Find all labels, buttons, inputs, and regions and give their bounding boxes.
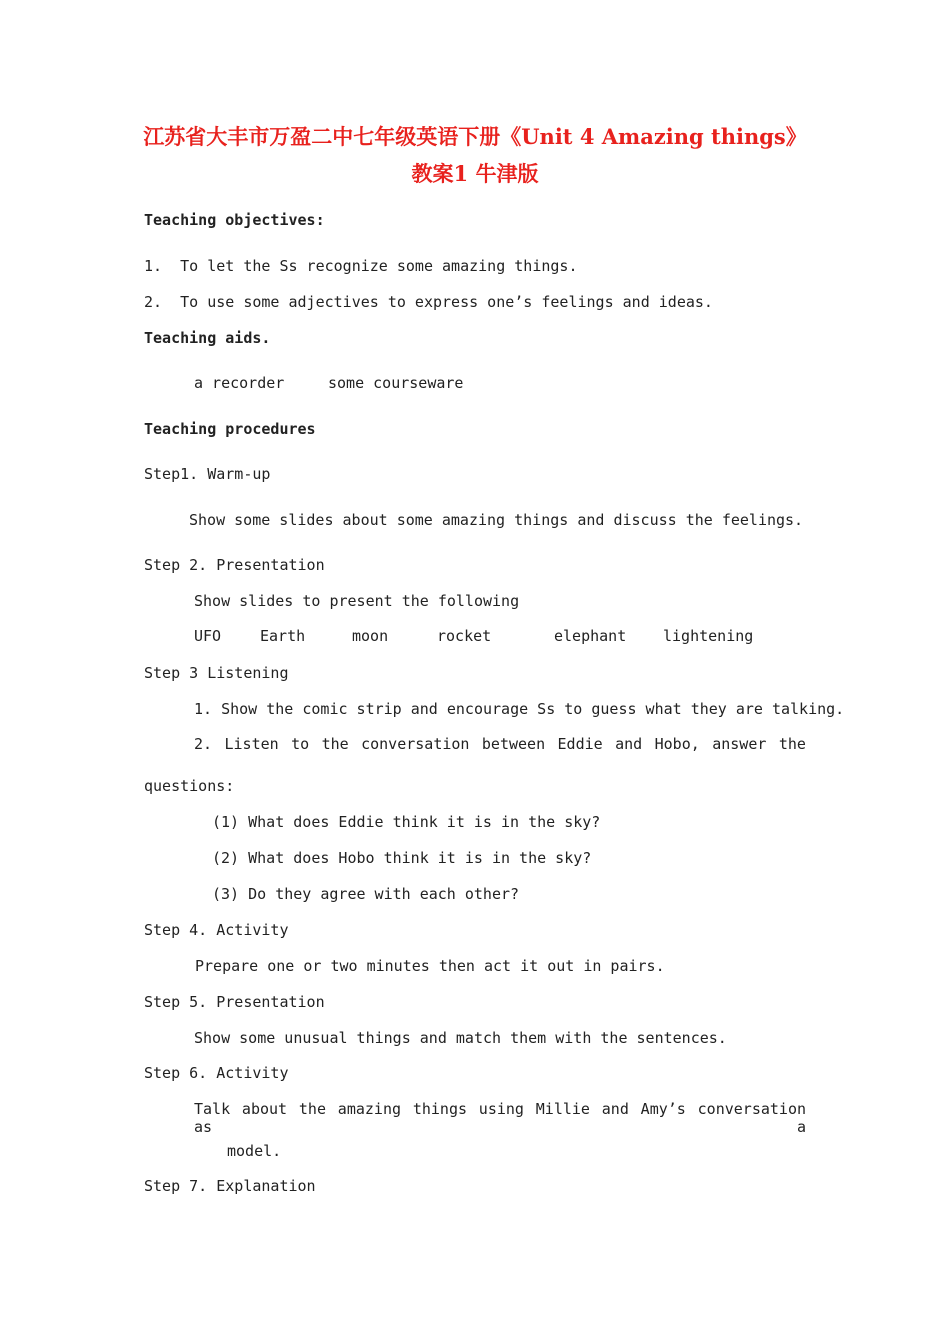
step-5-title: Step 5. Presentation (144, 993, 325, 1011)
vocabulary-word: lightening (663, 627, 754, 645)
word: and (615, 735, 643, 753)
step-4-title: Step 4. Activity (144, 921, 289, 939)
word: answer (712, 735, 767, 753)
word: to (291, 735, 310, 753)
step-6-title: Step 6. Activity (144, 1064, 289, 1082)
question-1: (1) What does Eddie think it is in the sky? (212, 813, 601, 831)
word: Listen (224, 735, 279, 753)
word: between (481, 735, 546, 753)
objective-item-1: 1. To let the Ss recognize some amazing things. (144, 257, 578, 275)
step-2-text: Show slides to present the following (194, 592, 520, 610)
objective-item-2: 2. To use some adjectives to express one’s feelings and ideas. (144, 293, 713, 311)
procedures-heading: Teaching procedures (144, 420, 316, 438)
aid-item: some courseware (328, 374, 464, 392)
word: conversation (361, 735, 470, 753)
vocabulary-word: Earth (260, 627, 306, 645)
question-3: (3) Do they agree with each other? (212, 885, 520, 903)
question-2: (2) What does Hobo think it is in the sky? (212, 849, 592, 867)
step-3-title: Step 3 Listening (144, 664, 289, 682)
vocabulary-word: moon (352, 627, 389, 645)
step-3-item-1: 1. Show the comic strip and encourage Ss to guess what they are talking. (194, 700, 845, 718)
step-4-text: Prepare one or two minutes then act it out in pairs. (195, 957, 665, 975)
vocabulary-word: rocket (437, 627, 492, 645)
aids-heading: Teaching aids. (144, 329, 271, 347)
step-1-title: Step1. Warm-up (144, 465, 271, 483)
word: the (321, 735, 349, 753)
objectives-heading: Teaching objectives: (144, 211, 325, 229)
aid-item: a recorder (194, 374, 285, 392)
word: 2. (194, 735, 213, 753)
vocabulary-word: UFO (194, 627, 222, 645)
step-7-title: Step 7. Explanation (144, 1177, 316, 1195)
step-3-item-2 (194, 735, 806, 753)
word: Hobo, (654, 735, 700, 753)
step-6-text: Talk about the amazing things using Millie and Amy’s conversation as a (194, 1100, 806, 1136)
step-1-text: Show some slides about some amazing things and discuss the feelings. (189, 511, 804, 529)
step-2-title: Step 2. Presentation (144, 556, 325, 574)
step-6-text-continued: model. (227, 1142, 282, 1160)
document-title-line-2: 教案1 牛津版 (411, 161, 539, 186)
step-3-item-2-continued: questions: (144, 777, 235, 795)
vocabulary-word: elephant (554, 627, 627, 645)
step-5-text: Show some unusual things and match them with the sentences. (194, 1029, 727, 1047)
word: the (778, 735, 806, 753)
document-title-line-1: 江苏省大丰市万盈二中七年级英语下册《Unit 4 Amazing things》 (143, 124, 807, 149)
word: Eddie (557, 735, 603, 753)
